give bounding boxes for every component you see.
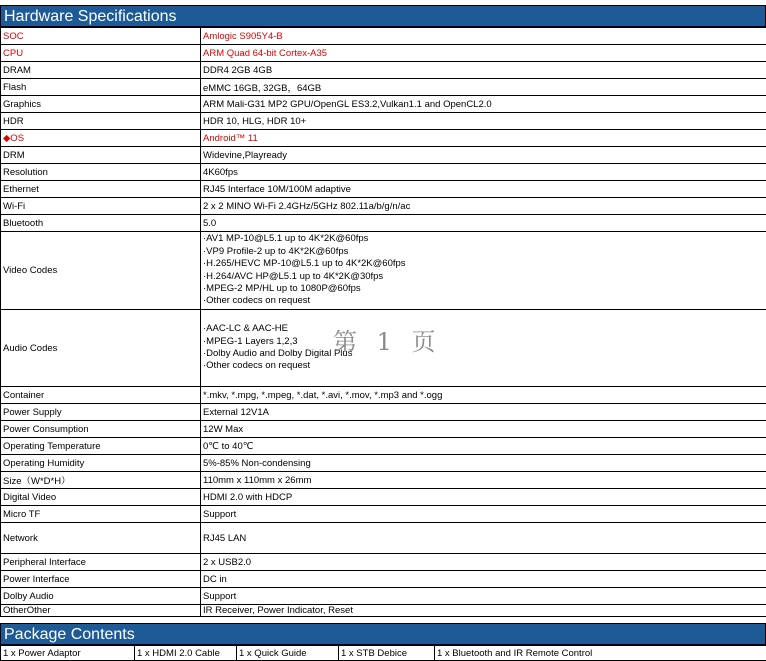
spec-row [1, 28, 766, 45]
package-item: 1 x Bluetooth and IR Remote Control [435, 646, 766, 661]
spec-key: Video Codes [1, 232, 201, 310]
spec-key: Operating Humidity [1, 455, 201, 472]
spec-value: External 12V1A [201, 404, 766, 421]
spec-row [1, 421, 766, 438]
spec-row [1, 310, 766, 387]
spec-row [1, 130, 766, 147]
spec-value: Support [201, 506, 766, 523]
spec-value: 4K60fps [201, 164, 766, 181]
spec-value: eMMC 16GB, 32GB，64GB [201, 79, 766, 96]
spec-value: 2 x 2 MINO Wi-Fi 2.4GHz/5GHz 802.11a/b/g/n/ac [201, 198, 766, 215]
spec-key: Graphics [1, 96, 201, 113]
spec-value-line: ·Other codecs on request [203, 360, 311, 372]
spec-value-line: ·AAC-LC & AAC-HE [203, 323, 288, 335]
package-row [1, 646, 766, 661]
spec-key: CPU [1, 45, 201, 62]
spec-key: Power Supply [1, 404, 201, 421]
spec-value-line: ·MPEG-1 Layers 1,2,3 [203, 335, 298, 347]
spec-row [1, 571, 766, 588]
spec-row [1, 588, 766, 605]
spec-value: 12W Max [201, 421, 766, 438]
spec-row [1, 523, 766, 554]
spec-value: *.mkv, *.mpg, *.mpeg, *.dat, *.avi, *.mov, *.mp3 and *.ogg [201, 387, 766, 404]
spec-row [1, 438, 766, 455]
spec-value: 5.0 [201, 215, 766, 232]
spec-key: Wi-Fi [1, 198, 201, 215]
spec-key: Ethernet [1, 181, 201, 198]
spec-key: SOC [1, 28, 201, 45]
spec-title: Hardware Specifications [0, 5, 766, 27]
spec-key: Operating Temperature [1, 438, 201, 455]
spec-key: Digital Video [1, 489, 201, 506]
spec-key: Bluetooth [1, 215, 201, 232]
spec-key: Container [1, 387, 201, 404]
spec-value: HDR 10, HLG, HDR 10+ [201, 113, 766, 130]
spec-value-line: ·VP9 Profile-2 up to 4K*2K@60fps [203, 245, 349, 257]
spec-value: 110mm x 110mm x 26mm [201, 472, 766, 489]
page-watermark: 第 1 页 [333, 328, 442, 356]
package-table [0, 645, 766, 661]
spec-value: Amlogic S905Y4-B [201, 28, 766, 45]
spec-row [1, 79, 766, 96]
spec-row [1, 164, 766, 181]
spec-value: RJ45 Interface 10M/100M adaptive [201, 181, 766, 198]
spec-key: DRAM [1, 62, 201, 79]
spec-row [1, 489, 766, 506]
spec-value: RJ45 LAN [201, 523, 766, 554]
spec-key: Audio Codes [1, 310, 201, 387]
spec-value [201, 232, 766, 310]
spec-value-line: ·AV1 MP-10@L5.1 up to 4K*2K@60fps [203, 233, 369, 245]
spec-table [0, 27, 766, 617]
spec-row [1, 96, 766, 113]
spec-row [1, 506, 766, 523]
spec-key: Power Consumption [1, 421, 201, 438]
spec-value: 0℃ to 40℃ [201, 438, 766, 455]
package-title: Package Contents [0, 623, 766, 645]
package-item: 1 x Power Adaptor [1, 646, 135, 661]
spec-key: Power Interface [1, 571, 201, 588]
spec-key: Network [1, 523, 201, 554]
spec-row [1, 554, 766, 571]
spec-key: Size（W*D*H） [1, 472, 201, 489]
spec-value: Support [201, 588, 766, 605]
spec-row [1, 62, 766, 79]
spec-row [1, 605, 766, 617]
spec-value: Android™ 11 [201, 130, 766, 147]
spec-row [1, 215, 766, 232]
spec-value: HDMI 2.0 with HDCP [201, 489, 766, 506]
spec-value-line: ·H.264/AVC HP@L5.1 up to 4K*2K@30fps [203, 270, 384, 282]
spec-value: ARM Quad 64-bit Cortex-A35 [201, 45, 766, 62]
spec-row [1, 404, 766, 421]
spec-row [1, 198, 766, 215]
spec-key: HDR [1, 113, 201, 130]
spec-row [1, 472, 766, 489]
spec-key: Micro TF [1, 506, 201, 523]
spec-value-line: ·MPEG-2 MP/HL up to 1080P@60fps [203, 282, 361, 294]
spec-row [1, 45, 766, 62]
spec-value: IR Receiver, Power Indicator, Reset [201, 605, 766, 617]
spec-value: 2 x USB2.0 [201, 554, 766, 571]
package-item: 1 x Quick Guide [237, 646, 339, 661]
spec-value: 5%-85% Non-condensing [201, 455, 766, 472]
spec-value: DC in [201, 571, 766, 588]
spec-key: OtherOther [1, 605, 201, 617]
spec-row [1, 232, 766, 310]
spec-value [201, 310, 766, 387]
spec-row [1, 455, 766, 472]
spec-value-line: ·Other codecs on request [203, 295, 311, 307]
spec-key: Peripheral Interface [1, 554, 201, 571]
spec-value: DDR4 2GB 4GB [201, 62, 766, 79]
spec-value-line: ·H.265/HEVC MP-10@L5.1 up to 4K*2K@60fps [203, 258, 406, 270]
spec-value: ARM Mali-G31 MP2 GPU/OpenGL ES3.2,Vulkan1.1 and OpenCL2.0 [201, 96, 766, 113]
spec-key: DRM [1, 147, 201, 164]
spec-key: ◆OS [1, 130, 201, 147]
spec-key: Flash [1, 79, 201, 96]
package-item: 1 x STB Debice [339, 646, 435, 661]
spec-row [1, 387, 766, 404]
spec-value: Widevine,Playready [201, 147, 766, 164]
spec-value-line: ·Dolby Audio and Dolby Digital Plus [203, 348, 353, 359]
spec-row [1, 181, 766, 198]
spec-key: Resolution [1, 164, 201, 181]
package-item: 1 x HDMI 2.0 Cable [135, 646, 237, 661]
spec-row [1, 147, 766, 164]
spec-row [1, 113, 766, 130]
spec-key: Dolby Audio [1, 588, 201, 605]
